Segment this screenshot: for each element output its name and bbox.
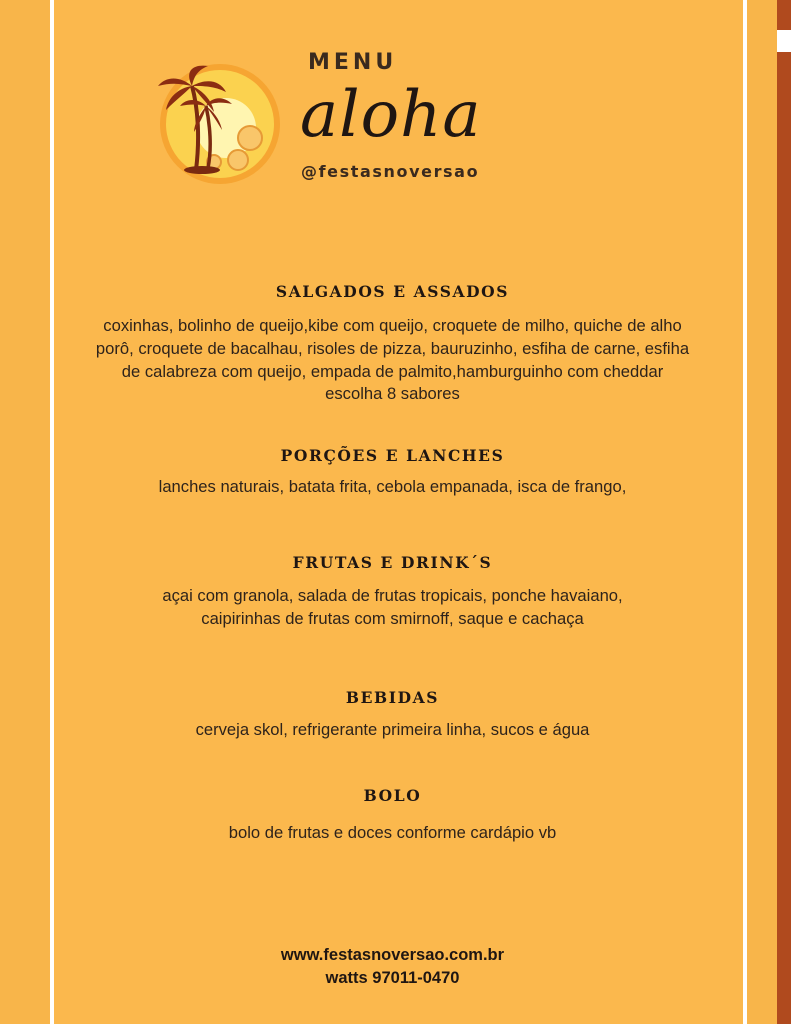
section-title-salgados: SALGADOS E ASSADOS <box>275 282 510 301</box>
section-title-porcoes: PORÇÕES E LANCHES <box>280 446 505 465</box>
section-line: escolha 8 sabores <box>325 384 460 404</box>
section-body-bebidas <box>70 719 715 742</box>
section-title-frutas: FRUTAS E DRINK´S <box>292 553 493 572</box>
section-line: bolo de frutas e doces conforme cardápio vb <box>228 823 557 842</box>
right-margin-strip <box>747 0 777 1024</box>
section-body-frutas <box>70 585 715 631</box>
section-line: porô, croquete de bacalhau, risoles de pizza, bauruzinho, esfiha de carne, esfiha <box>95 338 690 358</box>
section-title-bolo: BOLO <box>363 786 422 805</box>
section-body-salgados <box>70 315 715 406</box>
section-title-bebidas: BEBIDAS <box>345 688 440 707</box>
palm-tree-sun-logo <box>154 58 284 188</box>
left-margin-strip <box>0 0 50 1024</box>
website-link[interactable]: www.festasnoversao.com.br <box>280 946 505 964</box>
menu-label: MENU <box>308 50 398 75</box>
section-line: lanches naturais, batata frita, cebola empanada, isca de frango, <box>158 477 627 496</box>
section-line: coxinhas, bolinho de queijo,kibe com queijo, croquete de milho, quiche de alho <box>103 316 682 335</box>
phone-number: watts 97011-0470 <box>325 969 460 987</box>
section-line: açai com granola, salada de frutas tropicais, ponche havaiano, <box>162 586 623 605</box>
right-edge-band <box>777 0 791 1024</box>
right-edge-notch <box>777 30 791 52</box>
left-border-line <box>50 0 54 1024</box>
section-line: de calabreza com queijo, empada de palmito,hamburguinho com cheddar <box>121 361 664 381</box>
section-line: cerveja skol, refrigerante primeira linha, sucos e água <box>195 720 590 739</box>
social-handle: @festasnoversao <box>301 162 480 181</box>
section-body-porcoes <box>70 476 715 499</box>
section-body-bolo <box>70 822 715 845</box>
menu-title: aloha <box>300 78 482 152</box>
section-line: caipirinhas de frutas com smirnoff, saque e cachaça <box>201 608 584 628</box>
